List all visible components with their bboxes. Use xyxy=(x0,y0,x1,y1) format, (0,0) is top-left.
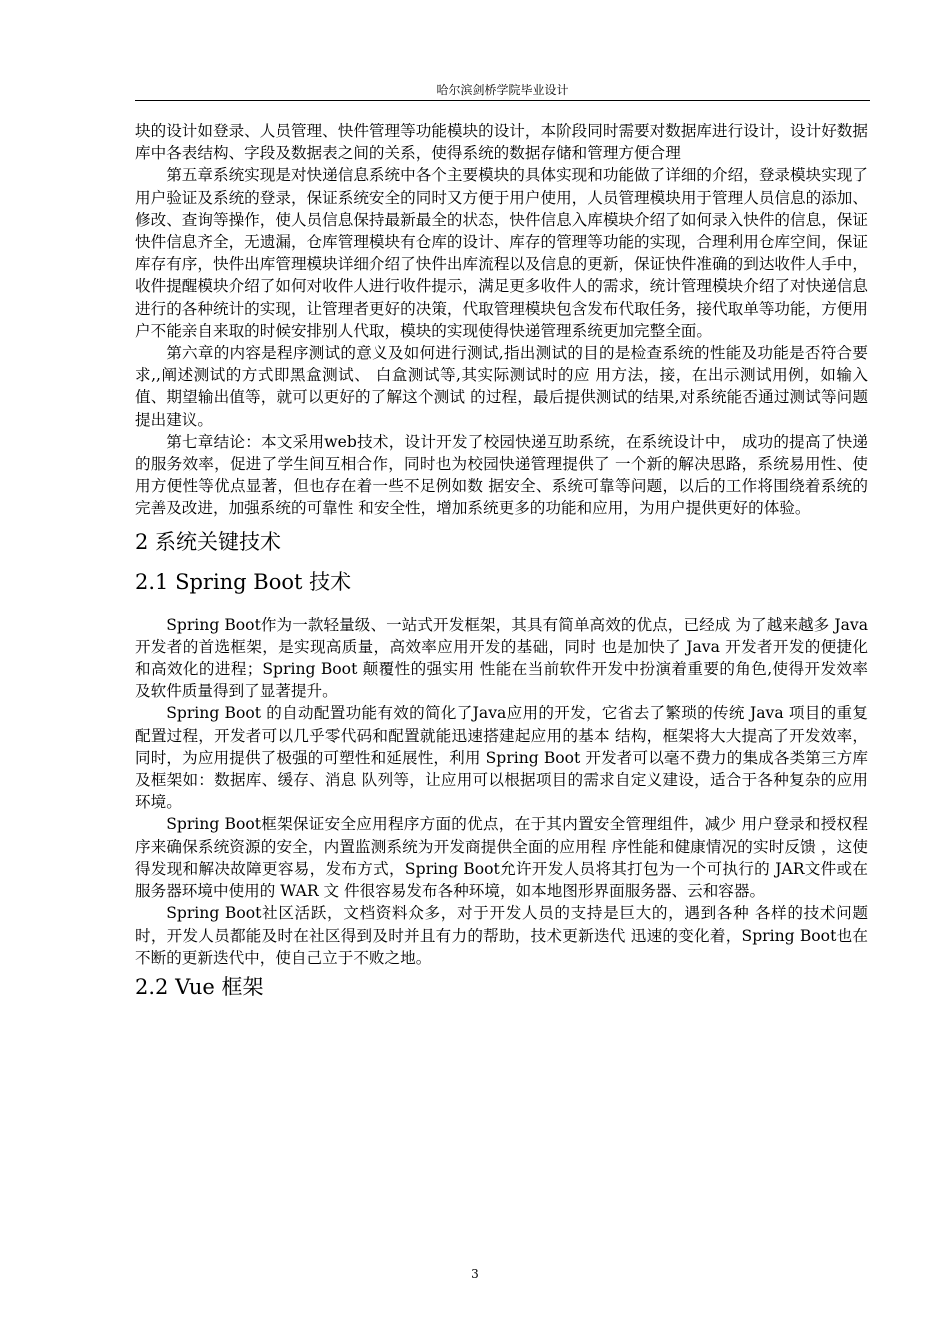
page-number: 3 xyxy=(471,1267,479,1281)
page-header: 哈尔滨剑桥学院毕业设计 xyxy=(436,83,569,97)
paragraph-continued: 块的设计如登录、人员管理、快件管理等功能模块的设计，本阶段同时需要对数据库进行设计，设计好数据库中各表结构、字段及数据表之间的关系，使得系统的数据存储和管理方便合理 xyxy=(135,122,868,163)
paragraph-spring-boot-2: Spring Boot 的自动配置功能有效的简化了Java应用的开发，它省去了繁琐的传统 Java 项目的重复配置过程，开发者可以几乎零代码和配置就能迅速搭建起应用的基本 结构，框架将大大提高了开发效率，同时，为应用提供了极强的可塑性和延展性，利用 Spring Boot 开发者可以毫不费力的集成各类第三方库及框架如：数据库、缓存、消息 队列等，让应用可以根据项目的需求自定义建设，适合于各种复杂的应用环境。 xyxy=(135,704,868,812)
paragraph-spring-boot-4: Spring Boot社区活跃，文档资料众多，对于开发人员的支持是巨大的，遇到各种 各样的技术问题时，开发人员都能及时在社区得到及时并且有力的帮助，技术更新迭代 迅速的变化着，Spring Boot也在不断的更新迭代中，使自己立于不败之地。 xyxy=(135,904,868,967)
section-heading-2-1: 2.1 Spring Boot 技术 xyxy=(135,569,352,594)
section-heading-2: 2 系统关键技术 xyxy=(135,529,282,554)
paragraph-chapter-6: 第六章的内容是程序测试的意义及如何进行测试,指出测试的目的是检查系统的性能及功能是否符合要求,,阐述测试的方式即黑盒测试、 白盒测试等,其实际测试时的应 用方法，接，在出示测试用例，如输入值、期望输出值等，就可以更好的了解这个测试 的过程，最后提供测试的结果,对系统能否通过测试等问题提出建议。 xyxy=(135,344,868,429)
page-body xyxy=(135,120,868,1019)
section-heading-2-2: 2.2 Vue 框架 xyxy=(135,974,264,999)
paragraph-chapter-7: 第七章结论：本文采用web技术，设计开发了校园快递互助系统，在系统设计中， 成功的提高了快递的服务效率，促进了学生间互相合作，同时也为校园快递管理提供了 一个新的解决思路，系统易用性、使用方便性等优点显著，但也存在着一些不足例如数 据安全、系统可靠等问题，以后的工作将围绕着系统的完善及改进，加强系统的可靠性 和安全性，增加系统更多的功能和应用，为用户提供更好的体验。 xyxy=(135,432,868,518)
paragraph-spring-boot-3: Spring Boot框架保证安全应用程序方面的优点，在于其内置安全管理组件，减少 用户登录和授权程序来确保系统资源的安全，内置监测系统为开发商提供全面的应用程 序性能和健康情况的实时反馈 ，这使得发现和解决故障更容易，发布方式，Spring Boot允许开发人员将其打包为一个可执行的 JAR文件或在服务器环境中使用的 WAR 文 件很容易发布各种环境，如本地图形界面服务器、云和容器。 xyxy=(135,815,868,901)
paragraph-chapter-5: 第五章系统实现是对快递信息系统中各个主要模块的具体实现和功能做了详细的介绍，登录模块实现了用户验证及系统的登录，保证系统安全的同时又方便于用户使用，人员管理模块用于管理人员信息的添加、修改、查询等操作，使人员信息保持最新最全的状态，快件信息入库模块介绍了如何录入快件的信息，保证快件信息齐全，无遗漏，仓库管理模块有仓库的设计、库存的管理等功能的实现，合理利用仓库空间，保证库存有序，快件出库管理模块详细介绍了快件出库流程以及信息的更新，保证快件准确的到达收件人手中，收件提醒模块介绍了如何对收件人进行收件提示，满足更多收件人的需求，统计管理模块介绍了对快递信息进行的各种统计的实现，让管理者更好的决策，代取管理模块包含发布代取任务，接代取单等功能，方便用户不能亲自来取的时候安排别人代取，模块的实现使得快递管理系统更加完整全面。 xyxy=(135,166,868,340)
paragraph-spring-boot-1: Spring Boot作为一款轻量级、一站式开发框架，其具有简单高效的优点，已经成 为了越来越多 Java 开发者的首选框架，是实现高质量，高效率应用开发的基础，同时 也是加快了 Java 开发者开发的便捷化和高效化的进程；Spring Boot 颠覆性的强实用 性能在当前软件开发中扮演着重要的角色,使得开发效率及软件质量得到了显著提升。 xyxy=(135,615,868,701)
header-rule xyxy=(135,100,870,101)
